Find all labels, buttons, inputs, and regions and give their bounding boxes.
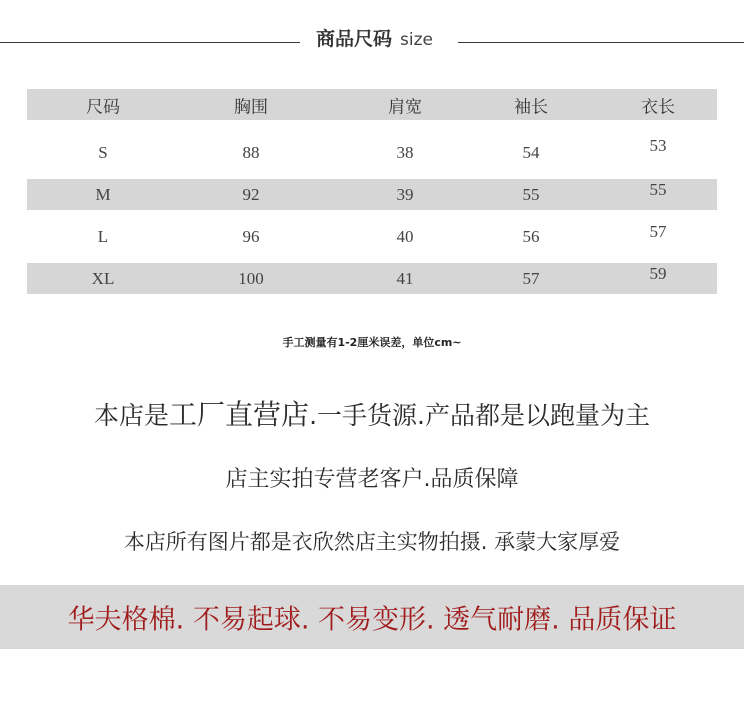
table-cell: 100 bbox=[238, 268, 264, 288]
table-cell: 40 bbox=[396, 226, 414, 246]
table-cell: S bbox=[98, 142, 108, 162]
table-cell: M bbox=[95, 184, 111, 204]
table-cell: 88 bbox=[242, 142, 260, 162]
table-row bbox=[27, 221, 717, 252]
table-cell: 55 bbox=[522, 184, 540, 204]
column-header-size: 尺码 bbox=[86, 97, 120, 117]
table-row bbox=[27, 137, 717, 168]
column-header-chest: 胸围 bbox=[234, 97, 268, 117]
table-cell: 39 bbox=[396, 184, 414, 204]
size-table bbox=[27, 89, 717, 294]
header-divider-left bbox=[0, 42, 300, 43]
table-cell: 54 bbox=[522, 142, 540, 162]
column-header-sleeve: 袖长 bbox=[514, 97, 548, 117]
table-cell: 38 bbox=[396, 142, 414, 162]
section-header bbox=[0, 24, 744, 54]
tagline-factory-store bbox=[0, 393, 744, 433]
column-header-length: 衣长 bbox=[641, 97, 675, 117]
tagline-1-suffix: .一手货源.产品都是以跑量为主 bbox=[309, 401, 650, 430]
section-title-en: size bbox=[400, 30, 433, 50]
table-cell: 57 bbox=[649, 221, 667, 241]
table-row bbox=[27, 263, 717, 294]
table-cell: 59 bbox=[649, 263, 667, 283]
table-cell: 53 bbox=[649, 136, 667, 156]
header-divider-right bbox=[458, 42, 744, 43]
table-cell: XL bbox=[91, 268, 115, 288]
table-cell: 96 bbox=[242, 226, 260, 246]
tagline-quality-guarantee: 店主实拍专营老客户.品质保障 bbox=[225, 467, 519, 492]
table-cell: 55 bbox=[649, 179, 667, 199]
table-row bbox=[27, 179, 717, 210]
column-header-shoulder: 肩宽 bbox=[388, 97, 422, 117]
tagline-1-emphasis: 工厂直营店 bbox=[169, 398, 310, 431]
section-title-zh: 商品尺码 bbox=[316, 28, 393, 50]
table-header-row bbox=[27, 89, 717, 120]
table-cell: 92 bbox=[242, 184, 260, 204]
table-cell: L bbox=[97, 226, 109, 246]
feature-banner-text: 华夫格棉. 不易起球. 不易变形. 透气耐磨. 品质保证 bbox=[67, 604, 677, 636]
table-cell: 57 bbox=[522, 268, 540, 288]
section-title bbox=[316, 24, 433, 51]
tagline-real-photos: 本店所有图片都是衣欣然店主实物拍摄. 承蒙大家厚爱 bbox=[123, 530, 621, 554]
feature-banner bbox=[0, 585, 744, 649]
table-cell: 41 bbox=[396, 268, 414, 288]
tagline-1-prefix: 本店是 bbox=[94, 401, 170, 430]
table-cell: 56 bbox=[522, 226, 540, 246]
measurement-note: 手工测量有1-2厘米误差，单位cm~ bbox=[282, 336, 462, 349]
